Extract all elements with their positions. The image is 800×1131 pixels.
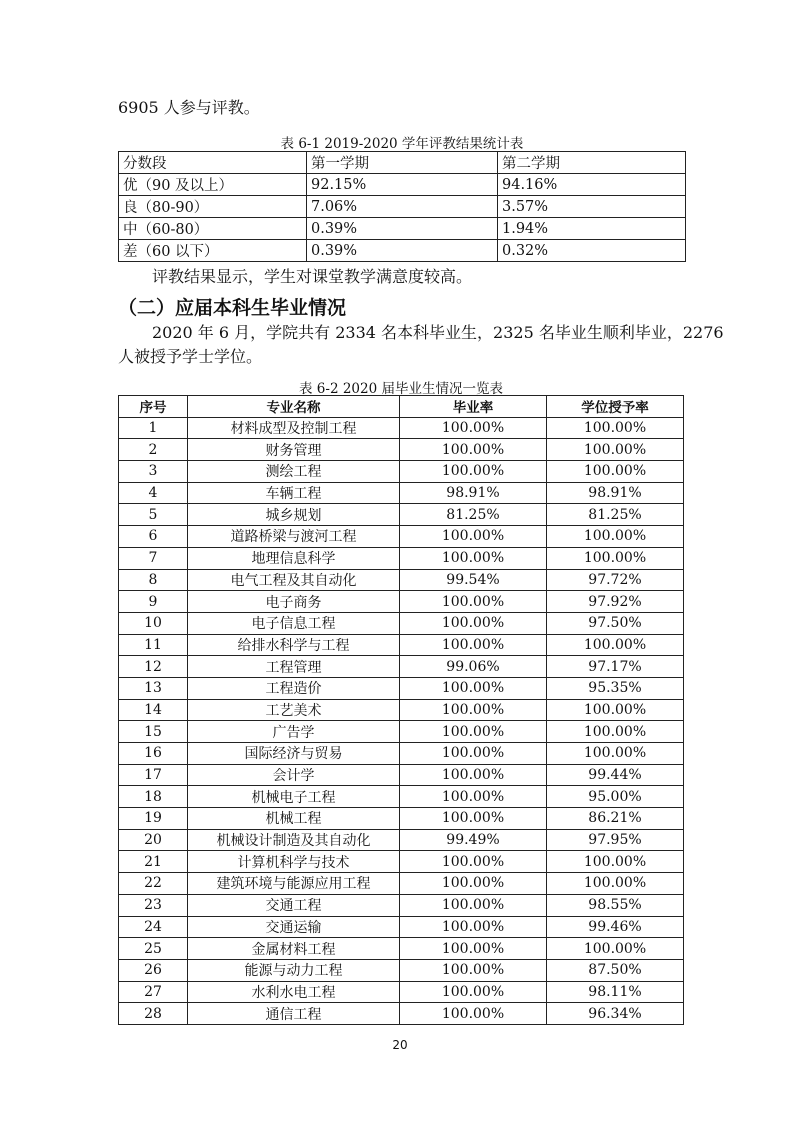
table2-cell: 水利水电工程 xyxy=(188,981,400,1003)
table2-cell: 会计学 xyxy=(188,764,400,786)
table2-cell: 1 xyxy=(119,417,188,439)
table2-cell: 100.00% xyxy=(400,677,547,699)
table2-cell: 100.00% xyxy=(547,743,684,765)
table2-cell: 机械设计制造及其自动化 xyxy=(188,829,400,851)
table2-cell: 97.17% xyxy=(547,656,684,678)
graduation-paragraph-line2: 人被授予学士学位。 xyxy=(118,347,263,366)
table2-cell: 100.00% xyxy=(400,959,547,981)
table1-header-cell: 第二学期 xyxy=(498,152,686,174)
table2-cell: 4 xyxy=(119,482,188,504)
table2-header-cell: 序号 xyxy=(119,396,188,418)
graduates-table xyxy=(118,395,684,1025)
table2-cell: 8 xyxy=(119,569,188,591)
table2-row xyxy=(119,916,684,938)
table2-cell: 机械电子工程 xyxy=(188,786,400,808)
table1-row xyxy=(119,240,686,262)
table1-cell: 94.16% xyxy=(498,174,686,196)
table2-cell: 100.00% xyxy=(547,461,684,483)
table2-row xyxy=(119,699,684,721)
table2-cell: 工程管理 xyxy=(188,656,400,678)
table2-cell: 工程造价 xyxy=(188,677,400,699)
section-heading: （二）应届本科生毕业情况 xyxy=(118,297,347,319)
table2-cell: 100.00% xyxy=(547,417,684,439)
table2-cell: 财务管理 xyxy=(188,439,400,461)
table2-cell: 97.92% xyxy=(547,591,684,613)
table2-cell: 24 xyxy=(119,916,188,938)
table1-cell: 良（80-90） xyxy=(119,196,307,218)
table2-cell: 98.55% xyxy=(547,894,684,916)
table2-cell: 100.00% xyxy=(400,547,547,569)
table2-cell: 17 xyxy=(119,764,188,786)
table2-row xyxy=(119,894,684,916)
table2-cell: 能源与动力工程 xyxy=(188,959,400,981)
table2-cell: 100.00% xyxy=(547,439,684,461)
table2-header-cell: 学位授予率 xyxy=(547,396,684,418)
table2-cell: 100.00% xyxy=(400,764,547,786)
table2-cell: 车辆工程 xyxy=(188,482,400,504)
table1-cell: 1.94% xyxy=(498,218,686,240)
table2-row xyxy=(119,547,684,569)
table2-cell: 100.00% xyxy=(547,938,684,960)
table2-row xyxy=(119,743,684,765)
table2-row xyxy=(119,482,684,504)
table2-header-cell: 毕业率 xyxy=(400,396,547,418)
table2-row xyxy=(119,634,684,656)
table2-cell: 100.00% xyxy=(400,461,547,483)
table2-cell: 给排水科学与工程 xyxy=(188,634,400,656)
table2-cell: 100.00% xyxy=(547,699,684,721)
table1-caption: 表 6-1 2019-2020 学年评教结果统计表 xyxy=(280,136,524,152)
table2-cell: 6 xyxy=(119,526,188,548)
table2-cell: 95.00% xyxy=(547,786,684,808)
table2-cell: 100.00% xyxy=(400,591,547,613)
table1-header-cell: 分数段 xyxy=(119,152,307,174)
table2-cell: 100.00% xyxy=(400,1003,547,1025)
table1-row xyxy=(119,196,686,218)
table2-cell: 工艺美术 xyxy=(188,699,400,721)
table2-cell: 100.00% xyxy=(400,612,547,634)
table2-row xyxy=(119,1003,684,1025)
table2-cell: 97.50% xyxy=(547,612,684,634)
table2-cell: 100.00% xyxy=(400,721,547,743)
table2-row xyxy=(119,981,684,1003)
table2-cell: 100.00% xyxy=(400,699,547,721)
table2-cell: 100.00% xyxy=(547,634,684,656)
table2-row xyxy=(119,656,684,678)
table2-cell: 99.46% xyxy=(547,916,684,938)
table1-row xyxy=(119,218,686,240)
table2-cell: 86.21% xyxy=(547,808,684,830)
table2-cell: 100.00% xyxy=(400,526,547,548)
table2-cell: 100.00% xyxy=(400,808,547,830)
table2-row xyxy=(119,808,684,830)
table2-cell: 99.06% xyxy=(400,656,547,678)
table2-row xyxy=(119,959,684,981)
table2-row xyxy=(119,461,684,483)
table2-row xyxy=(119,721,684,743)
table2-row xyxy=(119,612,684,634)
table2-cell: 100.00% xyxy=(547,721,684,743)
table2-cell: 23 xyxy=(119,894,188,916)
table2-cell: 2 xyxy=(119,439,188,461)
table1-cell: 优（90 及以上） xyxy=(119,174,307,196)
table2-cell: 城乡规划 xyxy=(188,504,400,526)
table2-cell: 97.95% xyxy=(547,829,684,851)
table2-cell: 广告学 xyxy=(188,721,400,743)
table2-row xyxy=(119,504,684,526)
table1-cell: 中（60-80） xyxy=(119,218,307,240)
table2-cell: 测绘工程 xyxy=(188,461,400,483)
table2-cell: 100.00% xyxy=(547,526,684,548)
table2-cell: 21 xyxy=(119,851,188,873)
table2-cell: 98.11% xyxy=(547,981,684,1003)
table2-cell: 26 xyxy=(119,959,188,981)
table2-cell: 100.00% xyxy=(547,851,684,873)
table1-cell: 3.57% xyxy=(498,196,686,218)
table2-cell: 27 xyxy=(119,981,188,1003)
table2-cell: 19 xyxy=(119,808,188,830)
table1-cell: 7.06% xyxy=(307,196,498,218)
table2-cell: 100.00% xyxy=(400,786,547,808)
table2-cell: 81.25% xyxy=(547,504,684,526)
table2-cell: 97.72% xyxy=(547,569,684,591)
table2-cell: 计算机科学与技术 xyxy=(188,851,400,873)
table2-cell: 电子信息工程 xyxy=(188,612,400,634)
table2-row xyxy=(119,786,684,808)
table2-cell: 地理信息科学 xyxy=(188,547,400,569)
graduation-paragraph-line1: 2020 年 6 月，学院共有 2334 名本科毕业生，2325 名毕业生顺利毕业，2276 xyxy=(152,323,724,342)
table2-cell: 道路桥梁与渡河工程 xyxy=(188,526,400,548)
table1-cell: 92.15% xyxy=(307,174,498,196)
table2-cell: 13 xyxy=(119,677,188,699)
table2-cell: 16 xyxy=(119,743,188,765)
table2-row xyxy=(119,526,684,548)
table1-row xyxy=(119,174,686,196)
table2-cell: 15 xyxy=(119,721,188,743)
table2-cell: 100.00% xyxy=(400,894,547,916)
table2-cell: 98.91% xyxy=(547,482,684,504)
table2-cell: 12 xyxy=(119,656,188,678)
table2-cell: 20 xyxy=(119,829,188,851)
table2-cell: 81.25% xyxy=(400,504,547,526)
table2-cell: 100.00% xyxy=(547,547,684,569)
table2-cell: 100.00% xyxy=(400,417,547,439)
table2-cell: 100.00% xyxy=(400,981,547,1003)
table2-cell: 交通工程 xyxy=(188,894,400,916)
table2-cell: 100.00% xyxy=(400,916,547,938)
table2-caption: 表 6-2 2020 届毕业生情况一览表 xyxy=(299,381,503,397)
table2-cell: 金属材料工程 xyxy=(188,938,400,960)
intro-line: 6905 人参与评教。 xyxy=(118,98,260,117)
page-number: 20 xyxy=(392,1038,408,1052)
table2-cell: 98.91% xyxy=(400,482,547,504)
table2-cell: 11 xyxy=(119,634,188,656)
table2-row xyxy=(119,417,684,439)
table2-cell: 电子商务 xyxy=(188,591,400,613)
table2-cell: 100.00% xyxy=(400,873,547,895)
table2-cell: 通信工程 xyxy=(188,1003,400,1025)
table2-cell: 95.35% xyxy=(547,677,684,699)
table2-row xyxy=(119,938,684,960)
table1-header-row xyxy=(119,152,686,174)
table2-cell: 10 xyxy=(119,612,188,634)
table2-cell: 电气工程及其自动化 xyxy=(188,569,400,591)
table1-cell: 0.32% xyxy=(498,240,686,262)
table2-cell: 100.00% xyxy=(400,743,547,765)
table2-cell: 5 xyxy=(119,504,188,526)
table2-row xyxy=(119,764,684,786)
table2-cell: 国际经济与贸易 xyxy=(188,743,400,765)
table2-cell: 100.00% xyxy=(400,439,547,461)
table2-cell: 99.44% xyxy=(547,764,684,786)
table2-cell: 材料成型及控制工程 xyxy=(188,417,400,439)
table2-cell: 100.00% xyxy=(547,873,684,895)
table2-header-cell: 专业名称 xyxy=(188,396,400,418)
table2-cell: 3 xyxy=(119,461,188,483)
table2-row xyxy=(119,439,684,461)
table2-cell: 7 xyxy=(119,547,188,569)
table2-row xyxy=(119,569,684,591)
table2-cell: 14 xyxy=(119,699,188,721)
conclusion-text: 评教结果显示，学生对课堂教学满意度较高。 xyxy=(152,267,473,286)
table2-row xyxy=(119,851,684,873)
table2-row xyxy=(119,591,684,613)
table1-header-cell: 第一学期 xyxy=(307,152,498,174)
table2-cell: 25 xyxy=(119,938,188,960)
table2-cell: 100.00% xyxy=(400,938,547,960)
table2-cell: 100.00% xyxy=(400,634,547,656)
table2-cell: 87.50% xyxy=(547,959,684,981)
table1-cell: 0.39% xyxy=(307,240,498,262)
table2-cell: 9 xyxy=(119,591,188,613)
table2-cell: 22 xyxy=(119,873,188,895)
table2-cell: 100.00% xyxy=(400,851,547,873)
table2-cell: 机械工程 xyxy=(188,808,400,830)
table2-row xyxy=(119,677,684,699)
evaluation-results-table xyxy=(118,151,686,262)
table2-cell: 99.54% xyxy=(400,569,547,591)
table2-header-row xyxy=(119,396,684,418)
table2-cell: 99.49% xyxy=(400,829,547,851)
table2-row xyxy=(119,873,684,895)
table1-cell: 0.39% xyxy=(307,218,498,240)
table2-row xyxy=(119,829,684,851)
table2-cell: 18 xyxy=(119,786,188,808)
table2-cell: 28 xyxy=(119,1003,188,1025)
table2-cell: 交通运输 xyxy=(188,916,400,938)
table2-cell: 建筑环境与能源应用工程 xyxy=(188,873,400,895)
table2-cell: 96.34% xyxy=(547,1003,684,1025)
table1-cell: 差（60 以下） xyxy=(119,240,307,262)
